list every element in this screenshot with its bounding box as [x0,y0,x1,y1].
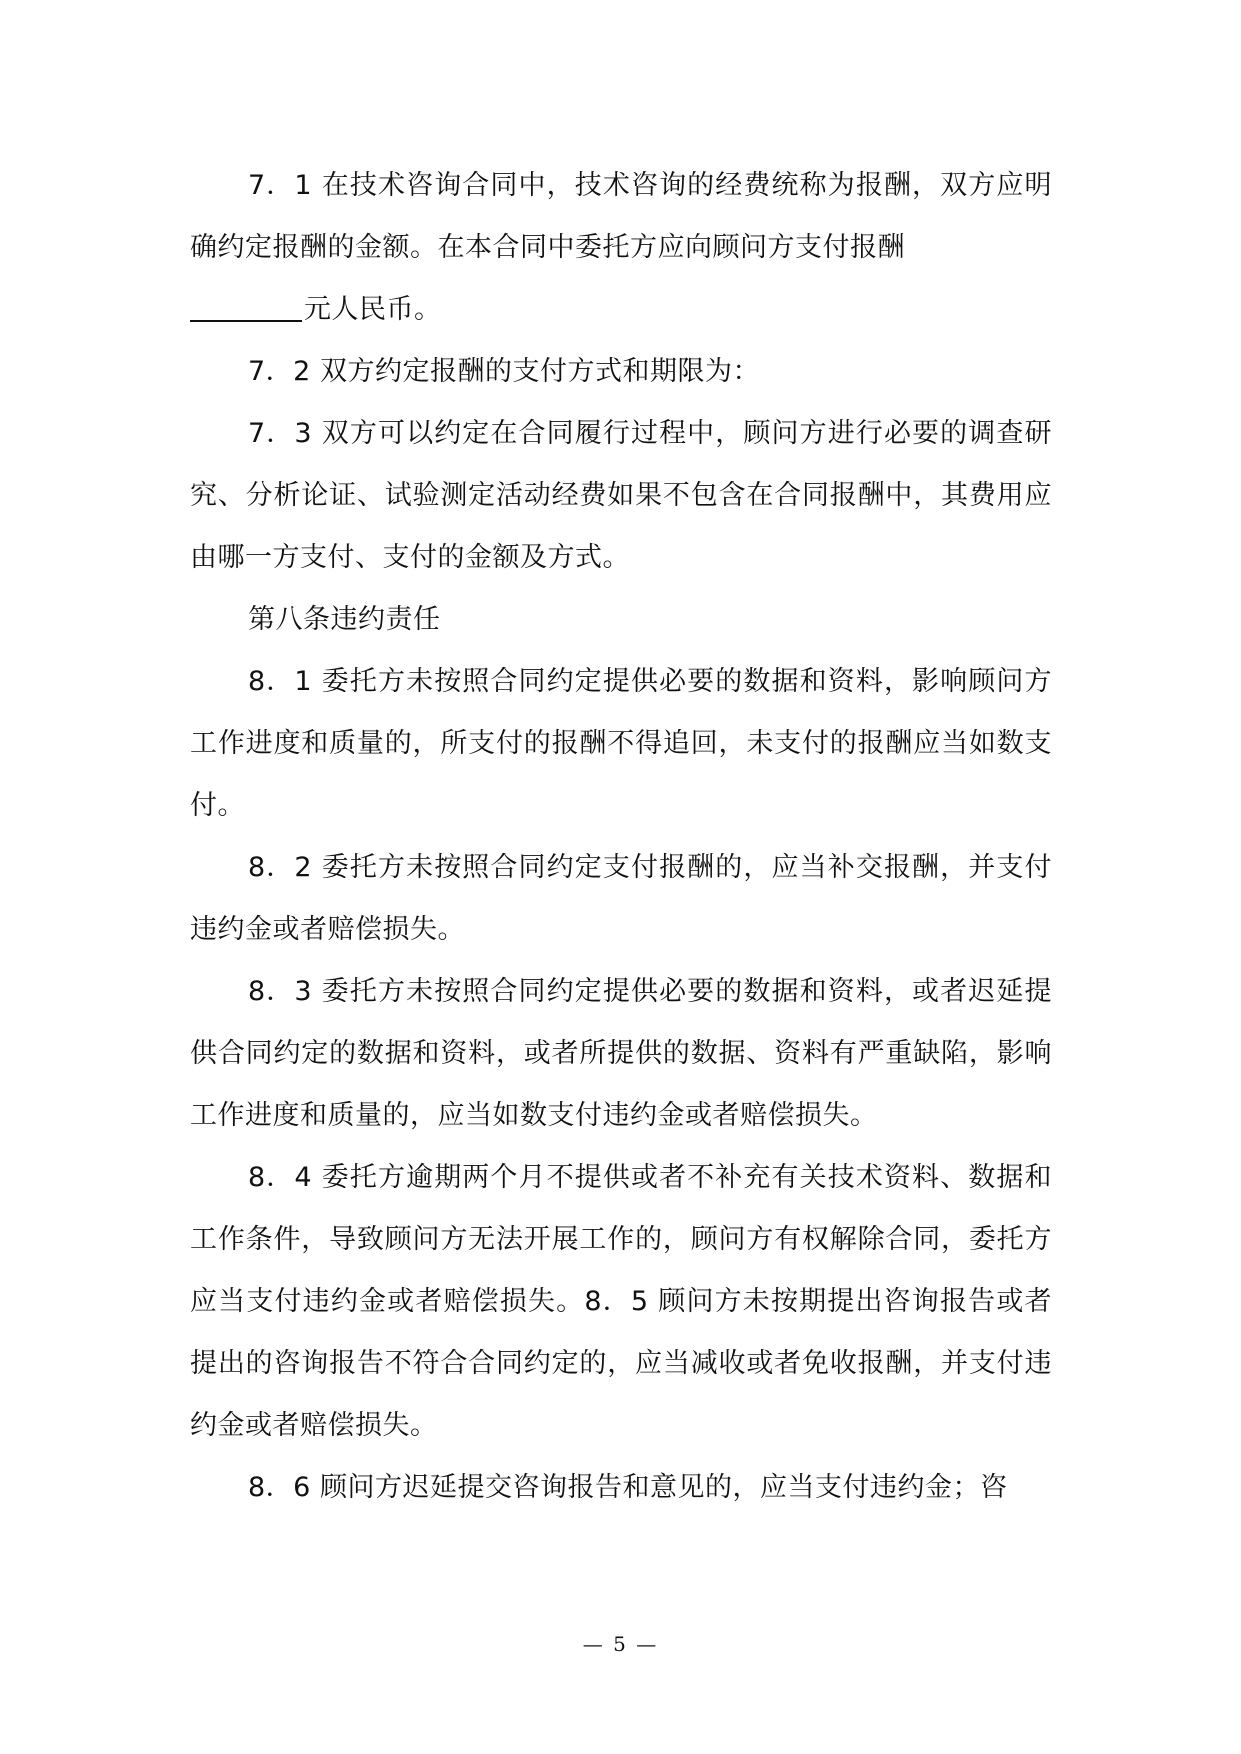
clause-8-2: 8．2 委托方未按照合同约定支付报酬的，应当补交报酬，并支付违约金或者赔偿损失。 [190,852,1052,945]
clause-8-4-and-8-5: 8．4 委托方逾期两个月不提供或者不补充有关技术资料、数据和工作条件，导致顾问方无法开展工作的，顾问方有权解除合同，委托方应当支付违约金或者赔偿损失。8．5 顾问方未按期提出咨询报告或者提出的咨询报告不符合合同约定的，应当减收或者免收报酬，并支付违约金或者赔偿损失。 [190,1162,1052,1441]
contract-body [190,155,1052,1519]
clause-8-3: 8．3 委托方未按照合同约定提供必要的数据和资料，或者迟延提供合同约定的数据和资料，或者所提供的数据、资料有严重缺陷，影响工作进度和质量的，应当如数支付违约金或者赔偿损失。 [190,976,1052,1131]
clause-7-2: 7．2 双方约定报酬的支付方式和期限为： [248,356,760,387]
amount-blank-field [190,290,302,322]
page-number: — 5 — [582,1632,659,1656]
clause-7-3: 7．3 双方可以约定在合同履行过程中，顾问方进行必要的调查研究、分析论证、试验测定活动经费如果不包含在合同报酬中，其费用应由哪一方支付、支付的金额及方式。 [190,418,1052,573]
clause-8-1: 8．1 委托方未按照合同约定提供必要的数据和资料，影响顾问方工作进度和质量的，所支付的报酬不得追回，未支付的报酬应当如数支付。 [190,666,1052,821]
clause-7-1-text: 7．1 在技术咨询合同中，技术咨询的经费统称为报酬，双方应明确约定报酬的金额。在本合同中委托方应向顾问方支付报酬 [190,170,1052,263]
clause-8-6: 8．6 顾问方迟延提交咨询报告和意见的，应当支付违约金；咨 [248,1472,1008,1503]
article-8-heading: 第八条违约责任 [248,604,441,635]
clause-7-1-currency: 元人民币。 [304,294,442,325]
clause-7-1 [190,155,1052,341]
